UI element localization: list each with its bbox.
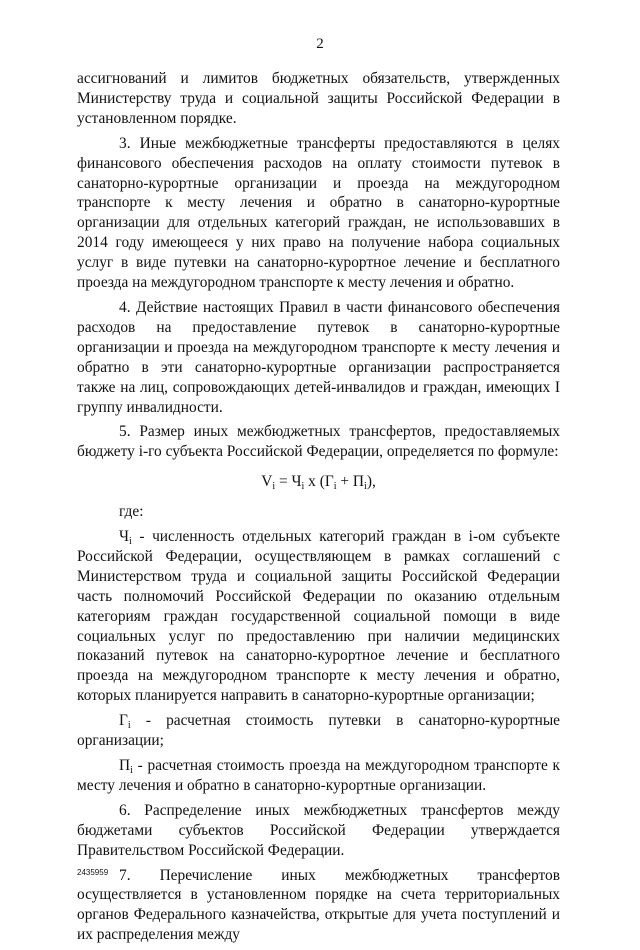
paragraph-4: 4. Действие настоящих Правил в части финансового обеспечения расходов на предоставление путевок в санаторно-курортные организации и проезда на междугородном транспорте к месту лечения и обратно в эти санаторно-курортные организации распространяется также на лиц, сопровождающих детей-инвалидов и граждан, имеющих I группу инвалидности.	[77, 298, 560, 416]
page-number: 2	[316, 36, 324, 52]
definition-ch: $Ч_i$ - численность отдельных категорий граждан в i-ом субъекте Российской Федерации, осуществляющем в рамках соглашений с Министерством труда и социальной защиты Российской Федерации часть полномочий Российской Федерации по оказанию отдельным категориям граждан государственной социальной помощи в виде социальных услуг по предоставлению при наличии медицинских показаний путевок на санаторно-курортное лечение и бесплатного проезда на междугородном транспорте к месту лечения и обратно, которых планируется направить в санаторно-курортные организации;	[77, 528, 560, 705]
definition-g: $Г_i$ - расчетная стоимость путевки в санаторно-курортные организации;	[77, 712, 560, 750]
definition-p: $П_i$ - расчетная стоимость проезда на междугородном транспорте к месту лечения и обратно в санаторно-курортные организации.	[77, 757, 560, 794]
document-id: 2435959	[77, 868, 109, 877]
paragraph-6: 6. Распределение иных межбюджетных трансфертов между бюджетами субъектов Российской Федерации утверждается Правительством Российской Федерации.	[77, 801, 560, 859]
paragraph-continuation: ассигнований и лимитов бюджетных обязательств, утвержденных Министерству труда и социальной защиты Российской Федерации в установленном порядке.	[77, 70, 560, 127]
formula: $V_i = Ч_i$ x $(Г_i + П_i)$,	[261, 473, 376, 493]
where-label: где:	[119, 503, 144, 521]
paragraph-5: 5. Размер иных межбюджетных трансфертов, предоставляемых бюджету i-го субъекта Российской Федерации, определяется по формуле:	[77, 423, 560, 461]
paragraph-7: 7. Перечисление иных межбюджетных трансфертов осуществляется в установленном порядке на счета территориальных органов Федерального казначейства, открытые для учета поступлений и их распределения между	[77, 866, 560, 944]
paragraph-3: 3. Иные межбюджетные трансферты предоставляются в целях финансового обеспечения расходов на оплату стоимости путевок в санаторно-курортные организации и проезда на междугородном транспорте к месту лечения и обратно в санаторно-курортные организации для отдельных категорий граждан, не использовавших в 2014 году имеющееся у них право на получение набора социальных услуг в виде путевки на санаторно-курортное лечение и бесплатного проезда на междугородном транспорте к месту лечения и обратно.	[77, 134, 560, 292]
document-body	[77, 69, 560, 950]
